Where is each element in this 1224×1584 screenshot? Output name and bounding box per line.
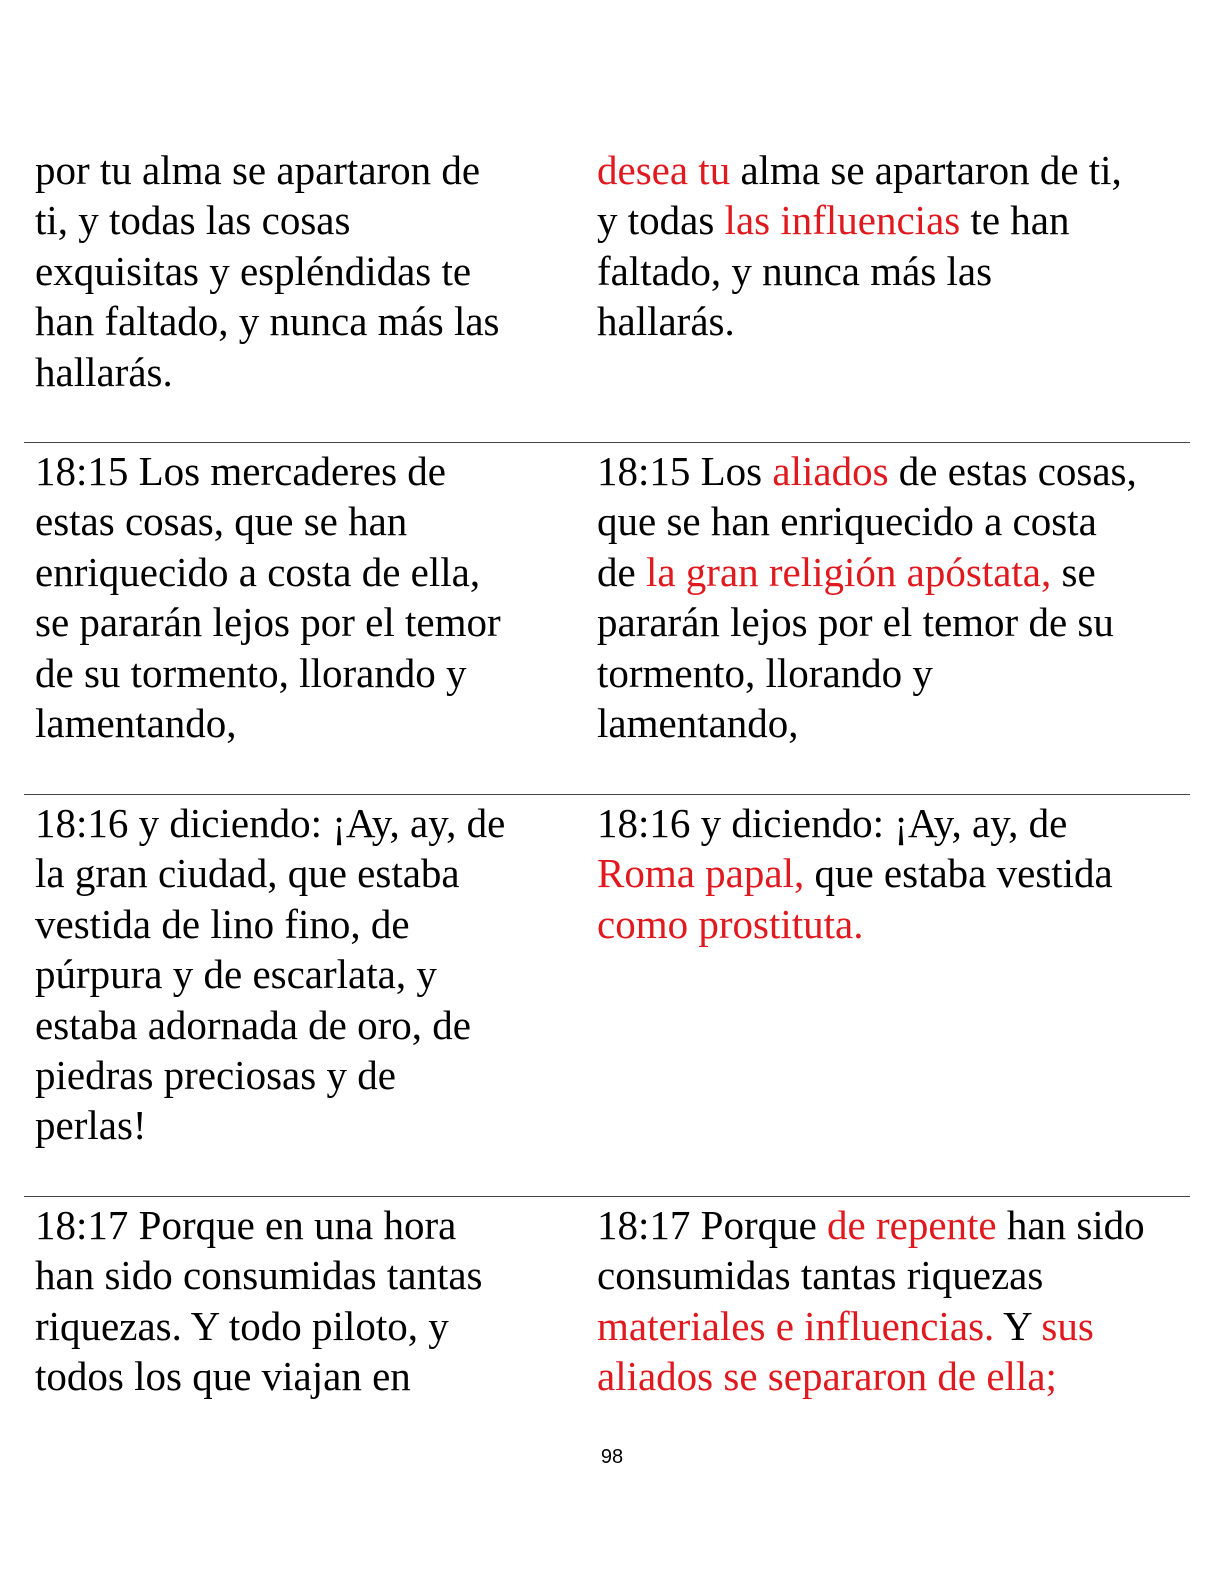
text-segment: de estas cosas, <box>888 448 1137 494</box>
text-line <box>35 296 565 346</box>
text-line <box>35 949 565 999</box>
text-segment: todos los que viajan en <box>35 1353 411 1400</box>
text-line <box>597 1351 1187 1401</box>
text-segment: de <box>597 548 646 595</box>
text-segment: pararán lejos por el temor de su <box>597 599 1114 646</box>
highlighted-phrase: desea tu <box>597 147 731 193</box>
text-segment: exquisitas y espléndidas te <box>35 247 472 294</box>
text-segment: faltado, y nunca más las <box>597 247 993 294</box>
text-line <box>35 1351 565 1401</box>
text-segment: hallarás. <box>35 348 173 395</box>
text-segment: se <box>1051 548 1096 595</box>
text-line <box>35 597 565 647</box>
text-line <box>597 296 1187 346</box>
highlighted-phrase: como prostituta. <box>597 900 864 947</box>
text-segment: han sido <box>996 1202 1145 1248</box>
text-segment: 18:16 y diciendo: ¡Ay, ay, de <box>597 800 1068 846</box>
highlighted-phrase: de repente <box>827 1202 997 1248</box>
highlighted-phrase: las influencias <box>724 197 961 244</box>
text-segment: enriquecido a costa de ella, <box>35 548 481 595</box>
verse-row <box>24 442 1190 746</box>
text-line <box>35 698 565 748</box>
highlighted-phrase: materiales e influencias. <box>597 1302 995 1349</box>
text-segment: ti, y todas las cosas <box>35 197 351 244</box>
text-line <box>35 446 565 496</box>
text-line <box>35 1050 565 1100</box>
text-segment: se pararán lejos por el temor <box>35 599 501 646</box>
text-line <box>597 246 1187 296</box>
text-segment: hallarás. <box>597 298 735 345</box>
commentary-text-column <box>597 1200 1187 1402</box>
text-line <box>597 195 1187 245</box>
text-line <box>35 347 565 397</box>
text-line <box>597 1301 1187 1351</box>
text-segment: perlas! <box>35 1102 147 1149</box>
commentary-text-column <box>597 446 1187 748</box>
text-segment: han faltado, y nunca más las <box>35 298 500 345</box>
highlighted-phrase: Roma papal, <box>597 850 805 897</box>
text-line <box>35 1250 565 1300</box>
original-text-column <box>35 1200 565 1402</box>
text-line <box>35 848 565 898</box>
highlighted-phrase: aliados <box>772 448 889 494</box>
text-line <box>35 899 565 949</box>
text-line <box>597 848 1187 898</box>
verse-row <box>24 1196 1190 1400</box>
text-segment: 18:16 y diciendo: ¡Ay, ay, de <box>35 800 506 846</box>
text-line <box>35 496 565 546</box>
text-segment: piedras preciosas y de <box>35 1051 396 1098</box>
text-line <box>35 798 565 848</box>
text-line <box>35 1000 565 1050</box>
text-segment: 18:17 Porque en una hora <box>35 1202 457 1248</box>
text-segment: 18:15 Los mercaderes de <box>35 448 446 494</box>
text-segment: Y <box>994 1302 1042 1349</box>
text-segment: lamentando, <box>597 699 799 746</box>
text-segment: estas cosas, que se han <box>35 498 408 545</box>
text-line <box>35 547 565 597</box>
text-line <box>597 698 1187 748</box>
original-text-column <box>35 145 565 397</box>
text-segment: 18:15 Los <box>597 448 773 494</box>
text-segment: y todas <box>597 197 725 244</box>
text-line <box>597 145 1187 195</box>
verse-row <box>24 794 1190 1149</box>
text-line <box>597 798 1187 848</box>
text-segment: consumidas tantas riquezas <box>597 1252 1044 1299</box>
text-segment: que estaba vestida <box>804 850 1113 897</box>
text-segment: púrpura y de escarlata, y <box>35 951 437 998</box>
text-line <box>35 195 565 245</box>
text-segment: por tu alma se apartaron de <box>35 147 481 193</box>
highlighted-phrase: la gran religión apóstata, <box>645 548 1052 595</box>
text-line <box>35 145 565 195</box>
highlighted-phrase: sus <box>1041 1302 1094 1349</box>
text-line <box>597 597 1187 647</box>
text-segment: vestida de lino fino, de <box>35 900 410 947</box>
text-line <box>597 1250 1187 1300</box>
commentary-text-column <box>597 145 1187 347</box>
text-line <box>597 547 1187 597</box>
text-line <box>35 1100 565 1150</box>
text-segment: han sido consumidas tantas <box>35 1252 483 1299</box>
text-line <box>597 446 1187 496</box>
text-segment: 18:17 Porque <box>597 1202 828 1248</box>
text-segment: alma se apartaron de ti, <box>730 147 1122 193</box>
highlighted-phrase: aliados se separaron de ella; <box>597 1353 1057 1400</box>
text-line <box>597 1200 1187 1250</box>
original-text-column <box>35 798 565 1151</box>
text-line <box>35 246 565 296</box>
text-segment: de su tormento, llorando y <box>35 649 467 696</box>
original-text-column <box>35 446 565 748</box>
text-line <box>597 899 1187 949</box>
text-segment: estaba adornada de oro, de <box>35 1001 471 1048</box>
text-segment: riquezas. Y todo piloto, y <box>35 1302 449 1349</box>
text-segment: te han <box>960 197 1070 244</box>
text-segment: que se han enriquecido a costa <box>597 498 1097 545</box>
text-line <box>35 1200 565 1250</box>
text-line <box>597 648 1187 698</box>
commentary-text-column <box>597 798 1187 949</box>
text-segment: tormento, llorando y <box>597 649 933 696</box>
text-segment: lamentando, <box>35 699 237 746</box>
text-line <box>35 1301 565 1351</box>
text-line <box>35 648 565 698</box>
text-segment: la gran ciudad, que estaba <box>35 850 460 897</box>
text-line <box>597 496 1187 546</box>
page-number: 98 <box>600 1446 624 1468</box>
